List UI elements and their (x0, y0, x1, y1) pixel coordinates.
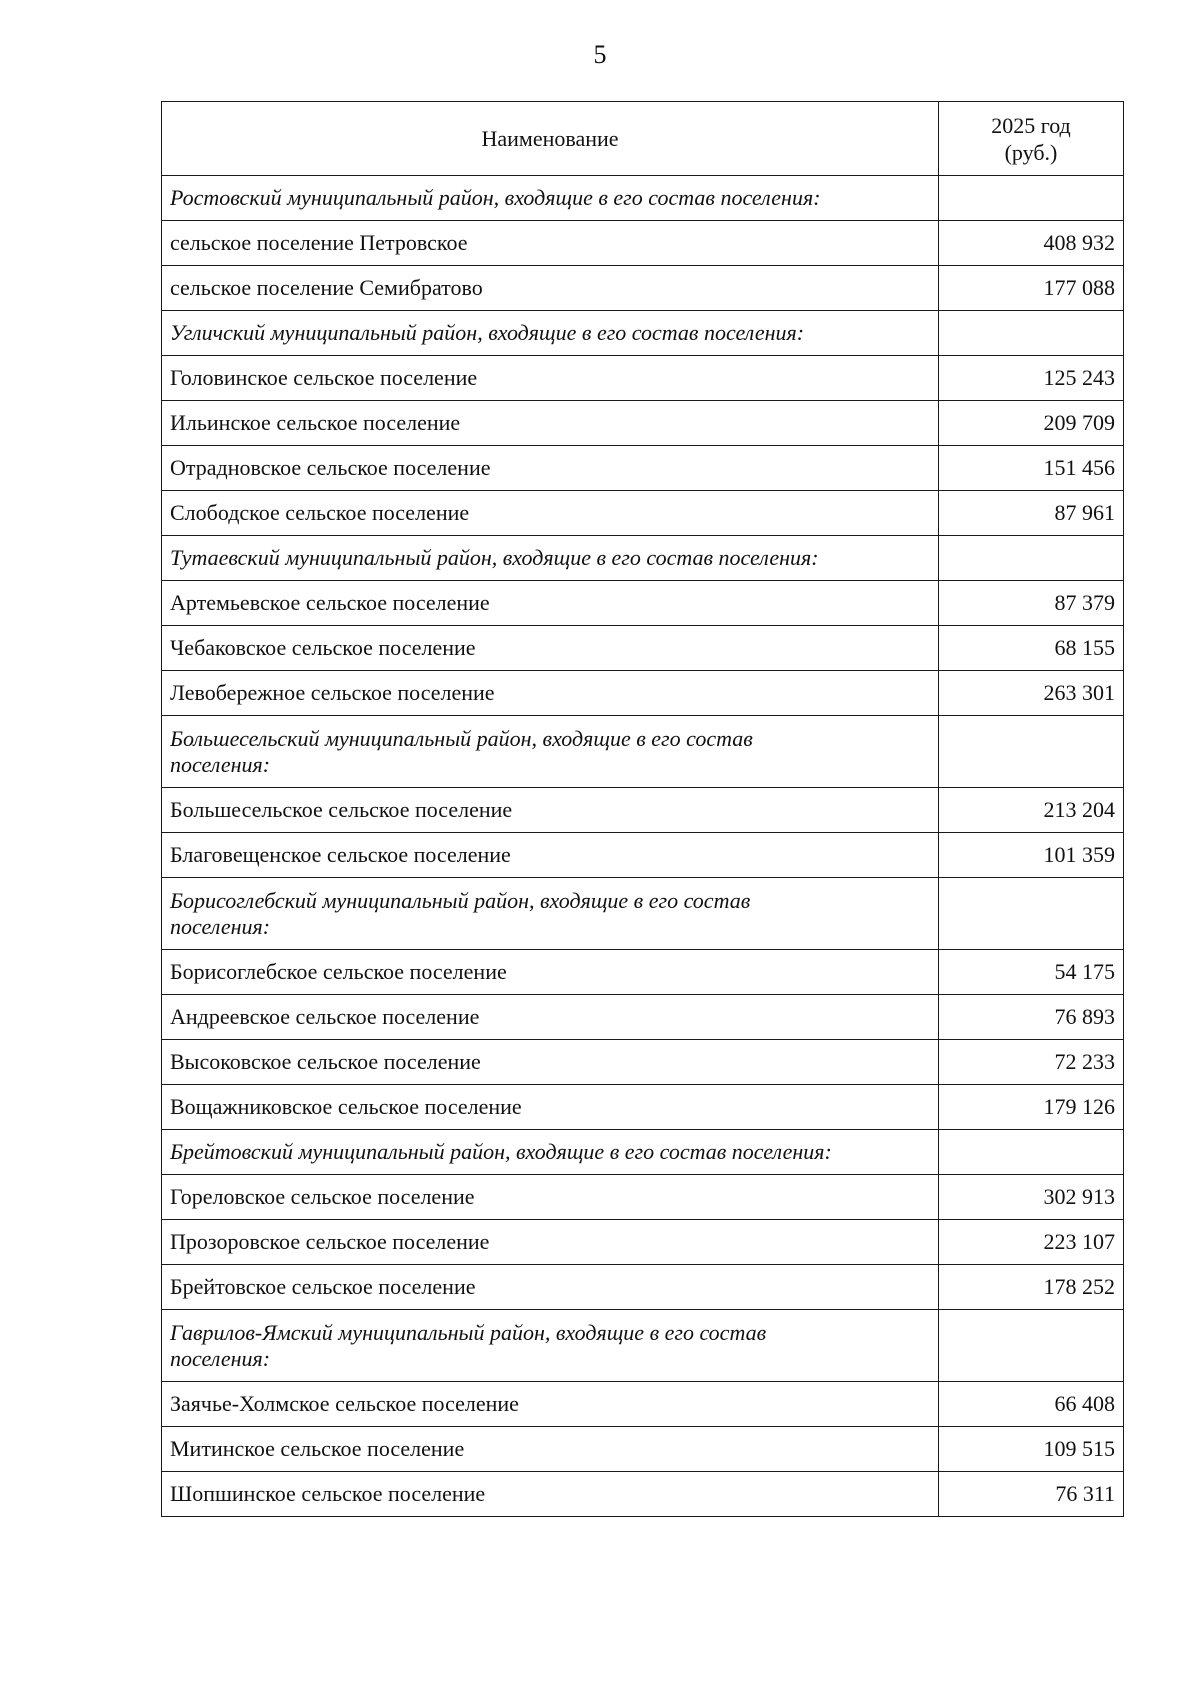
table-row (162, 446, 1124, 491)
settlement-name: Борисоглебское сельское поселение (162, 950, 939, 995)
district-name: Брейтовский муниципальный район, входящие в его состав поселения: (162, 1130, 939, 1175)
table-row (162, 1220, 1124, 1265)
settlement-value: 179 126 (939, 1085, 1124, 1130)
settlement-name: Шопшинское сельское поселение (162, 1472, 939, 1517)
settlement-name: Высоковское сельское поселение (162, 1040, 939, 1085)
settlement-name: Артемьевское сельское поселение (162, 581, 939, 626)
district-name: Угличский муниципальный район, входящие в его состав поселения: (162, 311, 939, 356)
district-row (162, 716, 1124, 788)
table-row (162, 401, 1124, 446)
table-row (162, 356, 1124, 401)
settlement-value: 209 709 (939, 401, 1124, 446)
table-row (162, 491, 1124, 536)
settlement-value: 54 175 (939, 950, 1124, 995)
district-name-line: Большесельский муниципальный район, входящие в его состав (170, 725, 753, 751)
header-year-value (939, 102, 1124, 176)
settlement-name: Ильинское сельское поселение (162, 401, 939, 446)
district-name-line: поселения: (170, 751, 271, 777)
settlement-name: сельское поселение Петровское (162, 221, 939, 266)
settlement-value: 263 301 (939, 671, 1124, 716)
header-unit: (руб.) (1004, 139, 1058, 165)
settlement-name: Большесельское сельское поселение (162, 788, 939, 833)
district-value (939, 311, 1124, 356)
settlement-value: 178 252 (939, 1265, 1124, 1310)
district-name: Тутаевский муниципальный район, входящие в его состав поселения: (162, 536, 939, 581)
settlement-value: 302 913 (939, 1175, 1124, 1220)
district-row (162, 1130, 1124, 1175)
district-name (162, 878, 939, 950)
table-row (162, 1427, 1124, 1472)
settlement-name: Благовещенское сельское поселение (162, 833, 939, 878)
settlement-value: 66 408 (939, 1382, 1124, 1427)
table-row (162, 1175, 1124, 1220)
budget-table (161, 101, 1124, 1517)
settlement-value: 213 204 (939, 788, 1124, 833)
district-value (939, 176, 1124, 221)
district-row (162, 536, 1124, 581)
district-value (939, 878, 1124, 950)
table-row (162, 1085, 1124, 1130)
settlement-value: 76 311 (939, 1472, 1124, 1517)
settlement-value: 72 233 (939, 1040, 1124, 1085)
district-name (162, 716, 939, 788)
settlement-name: Левобережное сельское поселение (162, 671, 939, 716)
settlement-name: Отрадновское сельское поселение (162, 446, 939, 491)
settlement-name: Митинское сельское поселение (162, 1427, 939, 1472)
header-year: 2025 год (991, 112, 1071, 138)
settlement-name: Андреевское сельское поселение (162, 995, 939, 1040)
table-row (162, 1265, 1124, 1310)
header-name: Наименование (162, 102, 939, 176)
district-value (939, 536, 1124, 581)
settlement-name: Слободское сельское поселение (162, 491, 939, 536)
district-row (162, 878, 1124, 950)
settlement-value: 87 961 (939, 491, 1124, 536)
settlement-value: 223 107 (939, 1220, 1124, 1265)
table-row (162, 626, 1124, 671)
district-value (939, 1130, 1124, 1175)
table-row (162, 950, 1124, 995)
table-row (162, 221, 1124, 266)
district-name (162, 1310, 939, 1382)
district-name-line: Борисоглебский муниципальный район, входящие в его состав (170, 887, 751, 913)
district-row (162, 311, 1124, 356)
settlement-value: 87 379 (939, 581, 1124, 626)
table-header-row (162, 102, 1124, 176)
settlement-value: 151 456 (939, 446, 1124, 491)
settlement-value: 408 932 (939, 221, 1124, 266)
settlement-name: Прозоровское сельское поселение (162, 1220, 939, 1265)
table-row (162, 1472, 1124, 1517)
settlement-name: Гореловское сельское поселение (162, 1175, 939, 1220)
district-value (939, 1310, 1124, 1382)
settlement-name: сельское поселение Семибратово (162, 266, 939, 311)
table-row (162, 1382, 1124, 1427)
settlement-name: Головинское сельское поселение (162, 356, 939, 401)
table-row (162, 266, 1124, 311)
district-value (939, 716, 1124, 788)
settlement-name: Вощажниковское сельское поселение (162, 1085, 939, 1130)
settlement-value: 101 359 (939, 833, 1124, 878)
district-row (162, 176, 1124, 221)
settlement-value: 68 155 (939, 626, 1124, 671)
district-name-line: поселения: (170, 1345, 271, 1371)
table-row (162, 1040, 1124, 1085)
settlement-value: 109 515 (939, 1427, 1124, 1472)
settlement-value: 177 088 (939, 266, 1124, 311)
settlement-name: Брейтовское сельское поселение (162, 1265, 939, 1310)
table-row (162, 995, 1124, 1040)
settlement-name: Чебаковское сельское поселение (162, 626, 939, 671)
district-row (162, 1310, 1124, 1382)
page-number: 5 (593, 40, 607, 69)
district-name: Ростовский муниципальный район, входящие в его состав поселения: (162, 176, 939, 221)
district-name-line: поселения: (170, 913, 271, 939)
table-row (162, 581, 1124, 626)
settlement-value: 76 893 (939, 995, 1124, 1040)
table-row (162, 833, 1124, 878)
table-row (162, 788, 1124, 833)
settlement-value: 125 243 (939, 356, 1124, 401)
settlement-name: Заячье-Холмское сельское поселение (162, 1382, 939, 1427)
district-name-line: Гаврилов-Ямский муниципальный район, входящие в его состав (170, 1319, 767, 1345)
table-row (162, 671, 1124, 716)
